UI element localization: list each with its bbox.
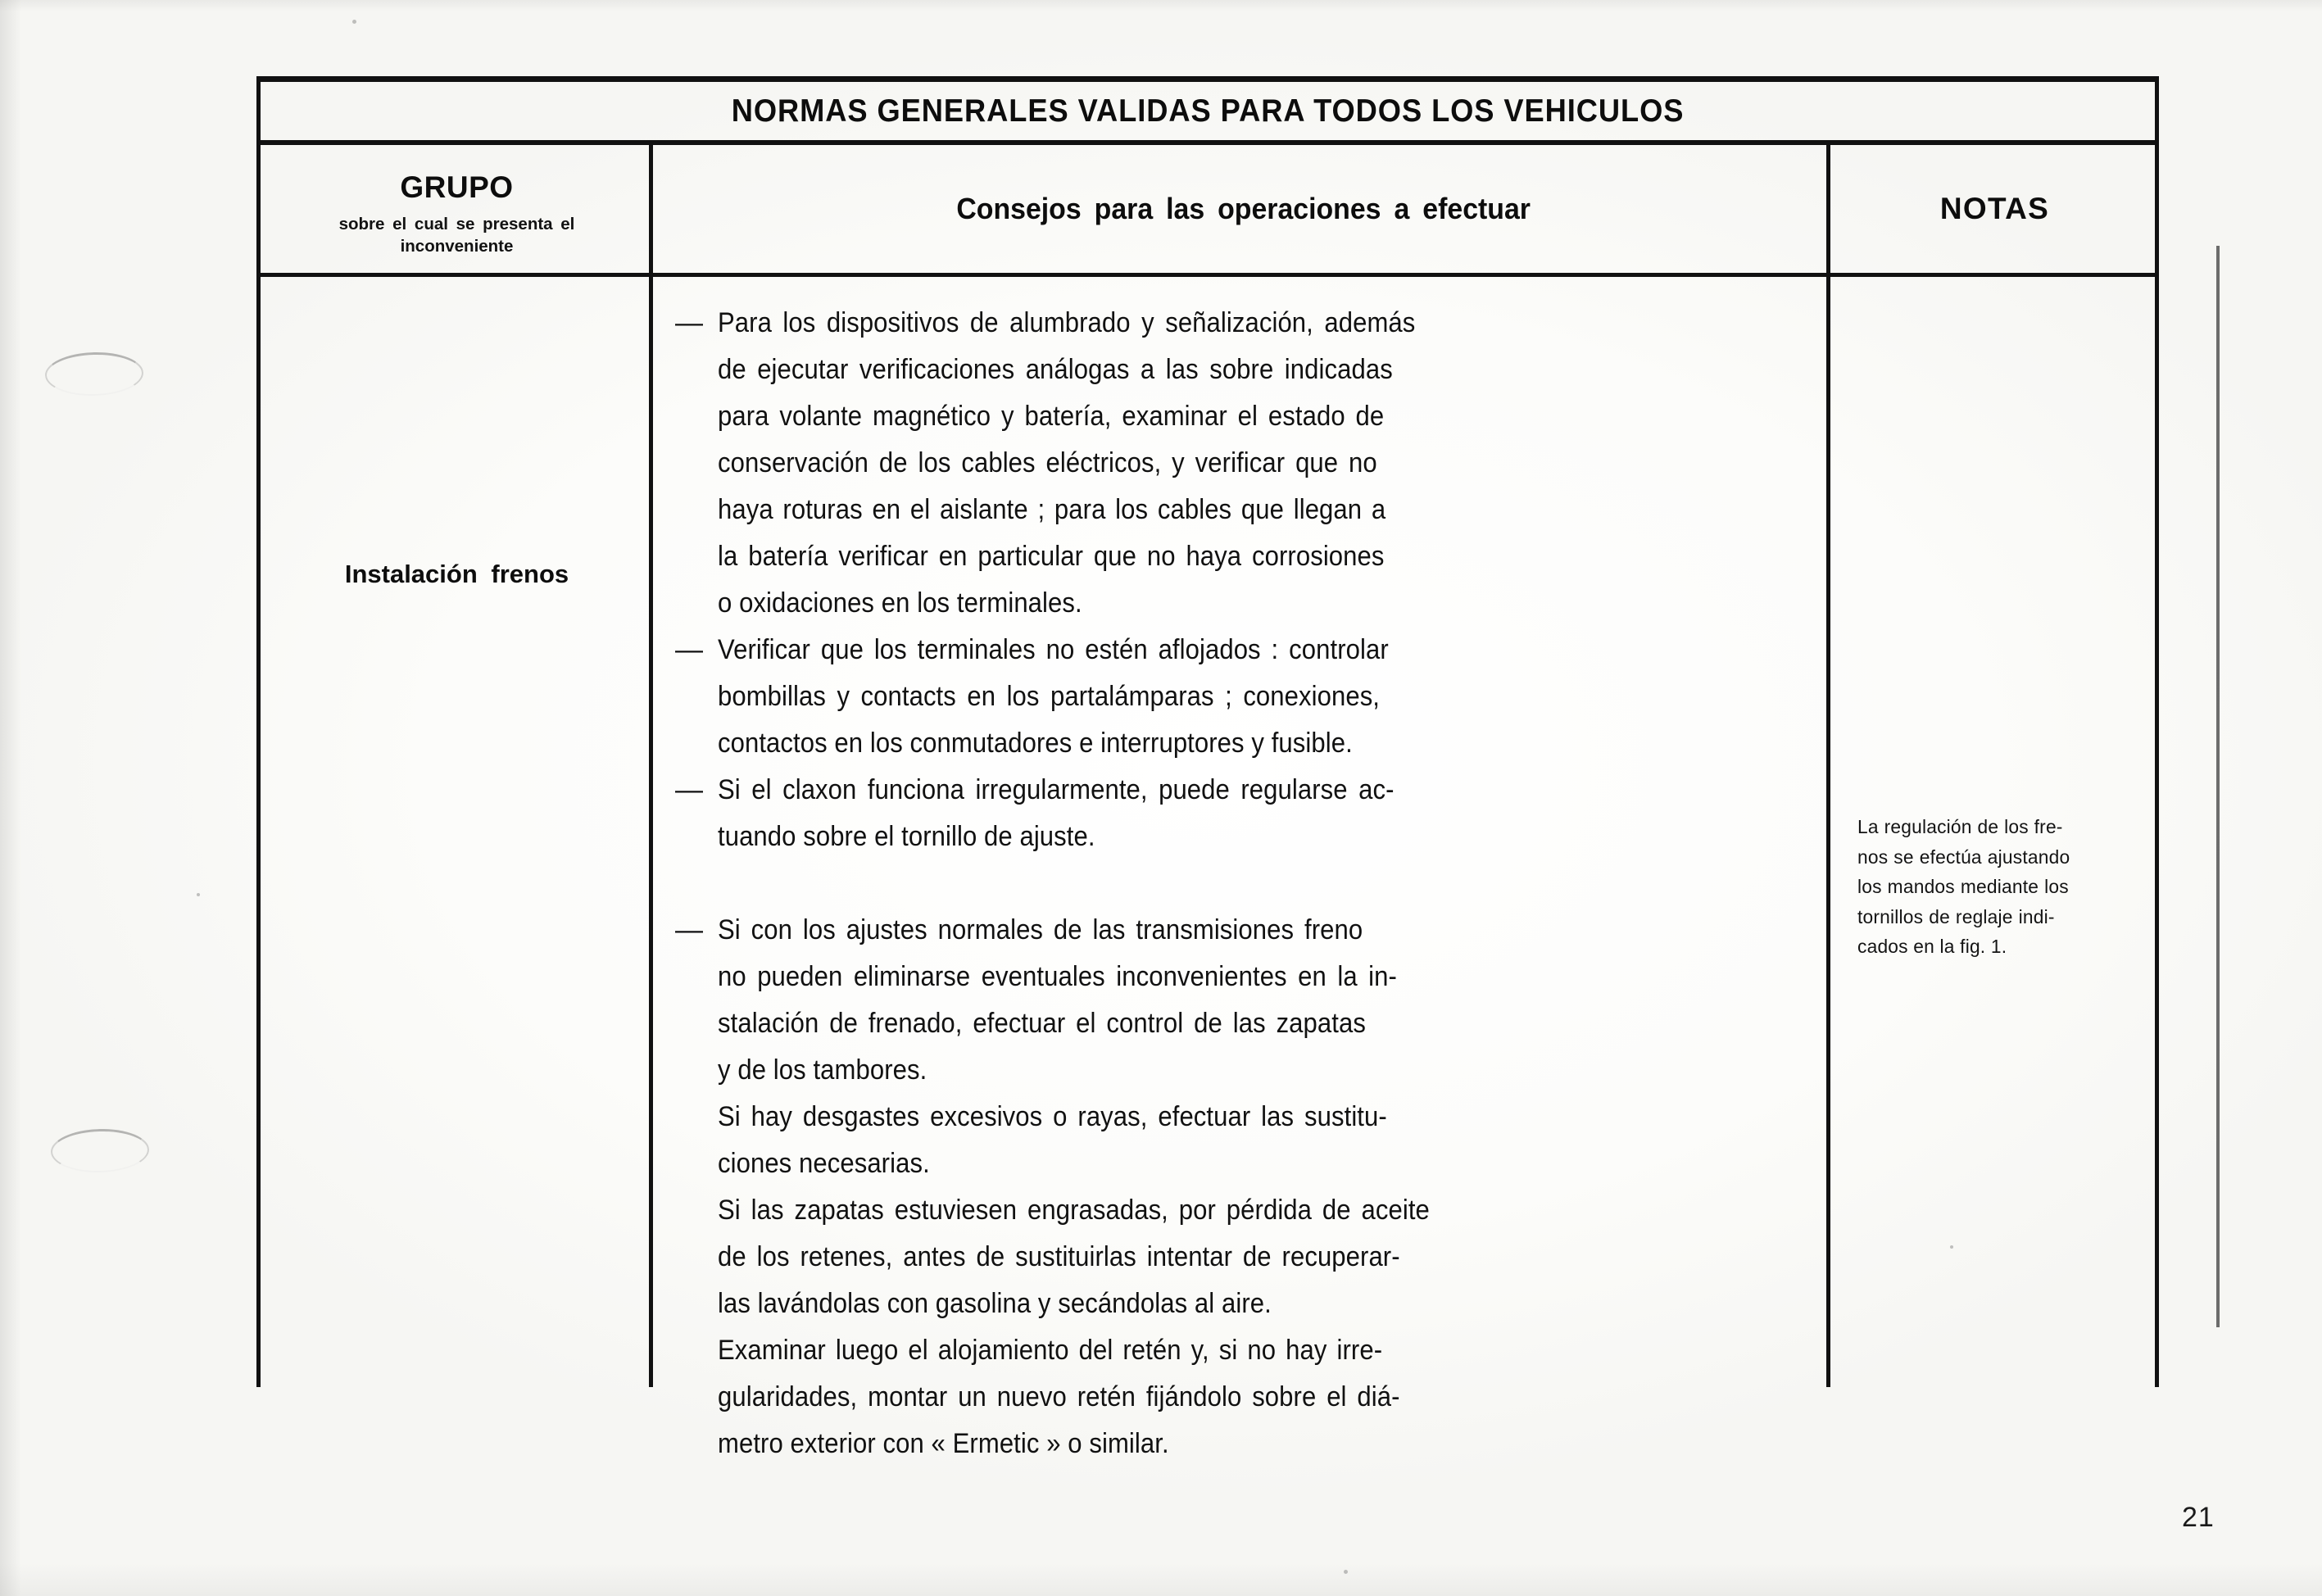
advice-text bbox=[718, 627, 1822, 767]
advice-bullet-dash: — bbox=[675, 914, 703, 945]
page-edge-shadow-top bbox=[0, 0, 2322, 11]
advice-text-line: stalación de frenado, efectuar el control de las zapatas bbox=[718, 1008, 1366, 1039]
advice-text bbox=[718, 767, 1822, 860]
advice-text-line: gularidades, montar un nuevo retén fijándolo sobre el diá- bbox=[718, 1381, 1400, 1412]
advice-text-line: contactos en los conmutadores e interruptores y fusible. bbox=[718, 728, 1353, 759]
advice-text bbox=[718, 300, 1822, 627]
notes-text bbox=[1857, 812, 2134, 962]
body-cell-advice bbox=[657, 277, 1830, 1459]
advice-text-line: la batería verificar en particular que no haya corrosiones bbox=[718, 541, 1385, 572]
advice-text-line: y de los tambores. bbox=[718, 1054, 927, 1086]
body-cell-notes bbox=[1834, 277, 2155, 1387]
notes-text-line: tornillos de reglaje indi- bbox=[1857, 905, 2055, 927]
advice-text-line: Si el claxon funciona irregularmente, puede regularse ac- bbox=[718, 774, 1395, 805]
page-title: NORMAS GENERALES VALIDAS PARA TODOS LOS VEHICULOS bbox=[731, 93, 1685, 129]
header-advice-title: Consejos para las operaciones a efectuar bbox=[956, 192, 1531, 225]
advice-text-line: Si las zapatas estuviesen engrasadas, por pérdida de aceite bbox=[718, 1195, 1430, 1226]
advice-text-line: ciones necesarias. bbox=[718, 1148, 930, 1179]
advice-text-line: Para los dispositivos de alumbrado y señalización, además bbox=[718, 307, 1416, 338]
header-notes-title: NOTAS bbox=[1939, 192, 2050, 225]
advice-list bbox=[675, 300, 1822, 1467]
advice-text-line: Si hay desgastes excesivos o rayas, efectuar las sustitu- bbox=[718, 1101, 1387, 1132]
notes-text-line: nos se efectúa ajustando bbox=[1857, 846, 2070, 868]
header-group-title: GRUPO bbox=[400, 170, 514, 204]
advice-text-line: para volante magnético y batería, examinar el estado de bbox=[718, 401, 1385, 432]
advice-bullet-dash: — bbox=[675, 634, 703, 665]
advice-text-line: Si con los ajustes normales de las transmisiones freno bbox=[718, 914, 1363, 945]
scan-speck bbox=[352, 20, 356, 24]
page-number: 21 bbox=[2182, 1502, 2215, 1533]
advice-paragraph-gap bbox=[675, 860, 1822, 907]
advice-text-line: conservación de los cables eléctricos, y verificar que no bbox=[718, 447, 1377, 478]
advice-text-line: tuando sobre el tornillo de ajuste. bbox=[718, 821, 1095, 852]
table-top-border bbox=[256, 76, 2159, 82]
scan-speck bbox=[1344, 1570, 1348, 1574]
header-cell-group bbox=[261, 145, 653, 278]
notes-text-line: los mandos mediante los bbox=[1857, 876, 2069, 897]
advice-bullet-dash: — bbox=[675, 307, 703, 338]
header-cell-advice bbox=[657, 145, 1830, 273]
scan-speck bbox=[197, 893, 200, 896]
notes-text-line: La regulación de los fre- bbox=[1857, 816, 2063, 837]
advice-text-line: no pueden eliminarse eventuales inconvenientes en la in- bbox=[718, 961, 1397, 992]
advice-item bbox=[675, 300, 1822, 627]
page-edge-line bbox=[2216, 246, 2220, 1327]
advice-text bbox=[718, 907, 1822, 1467]
advice-text-line: las lavándolas con gasolina y secándolas al aire. bbox=[718, 1288, 1272, 1319]
advice-text-line: de ejecutar verificaciones análogas a las sobre indicadas bbox=[718, 354, 1393, 385]
advice-text-line: haya roturas en el aislante ; para los cables que llegan a bbox=[718, 494, 1386, 525]
header-cell-notes bbox=[1834, 145, 2155, 273]
advice-item bbox=[675, 627, 1822, 767]
advice-text-line: o oxidaciones en los terminales. bbox=[718, 587, 1082, 619]
advice-item bbox=[675, 767, 1822, 860]
header-group-subtitle-line2: inconveniente bbox=[400, 237, 514, 256]
group-label: Instalación frenos bbox=[344, 560, 569, 588]
table-title-band bbox=[261, 82, 2155, 140]
table-right-border bbox=[2155, 81, 2159, 1387]
advice-text-line: metro exterior con « Ermetic » o similar. bbox=[718, 1428, 1169, 1459]
body-cell-group bbox=[261, 277, 653, 1387]
advice-bullet-dash: — bbox=[675, 774, 703, 805]
norms-table bbox=[256, 76, 2159, 1459]
advice-text-line: Examinar luego el alojamiento del retén y, si no hay irre- bbox=[718, 1335, 1383, 1366]
page-edge-shadow-left bbox=[0, 0, 21, 1596]
advice-text-line: bombillas y contacts en los partalámparas ; conexiones, bbox=[718, 681, 1381, 712]
advice-item bbox=[675, 907, 1822, 1467]
header-group-subtitle bbox=[285, 213, 629, 257]
advice-text-line: Verificar que los terminales no estén aflojados : controlar bbox=[718, 634, 1389, 665]
header-group-subtitle-line1: sobre el cual se presenta el bbox=[338, 214, 575, 234]
table-body-row bbox=[261, 277, 2155, 1459]
page-edge-shadow-bottom bbox=[0, 1563, 2322, 1596]
notes-text-line: cados en la fig. 1. bbox=[1857, 936, 2007, 957]
advice-text-line: de los retenes, antes de sustituirlas intentar de recuperar- bbox=[718, 1241, 1400, 1272]
table-header-row bbox=[261, 145, 2155, 273]
